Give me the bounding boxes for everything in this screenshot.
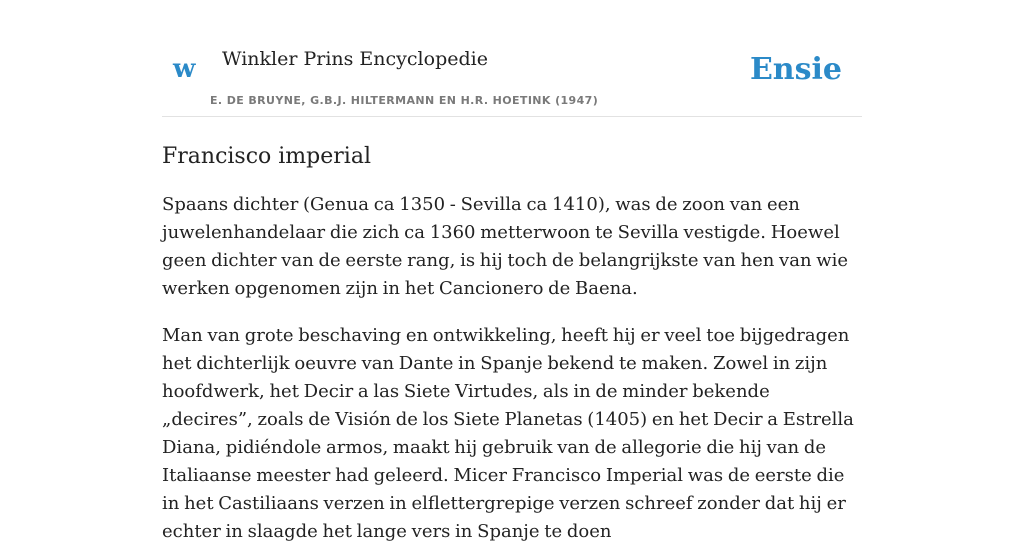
article-paragraph: Man van grote beschaving en ontwikkeling, heeft hij er veel toe bijgedragen het dichterlijk oeuvre van Dante in Spanje bekend te maken. Zowel in zijn hoofdwerk, het Decir a las Siete Virtudes, als in de minder bekende „decires”, zoals de Visión de los Siete Planetas (1405) en het Decir a Estrella Diana, pidiéndole armos, maakt hij gebruik van de allegorie die hij van de Italiaanse meester had geleerd. Micer Francisco Imperial was de eerste die in het Castiliaans verzen in elflettergrepige verzen schreef zonder dat hij er echter in slaagde het lange vers in Spanje te doen (162, 325, 854, 542)
article-title: Francisco imperial (162, 144, 371, 169)
page (162, 0, 862, 546)
publication-logo-icon[interactable]: w (173, 54, 196, 84)
article-body (162, 191, 862, 546)
article-paragraph: Spaans dichter (Genua ca 1350 - Sevilla ca 1410), was de zoon van een juwelenhandelaar die zich ca 1360 metterwoon te Sevilla vestigde. Hoewel geen dichter van de eerste rang, is hij toch de belangrijkste van hen van wie werken opgenomen zijn in het Cancionero de Baena. (162, 194, 849, 299)
ensie-logo[interactable]: Ensie (749, 52, 842, 87)
site-header (162, 0, 862, 117)
publication-title[interactable]: Winkler Prins Encyclopedie (222, 48, 488, 70)
publication-authors: E. DE BRUYNE, G.B.J. HILTERMANN EN H.R. HOETINK (1947) (210, 94, 599, 107)
